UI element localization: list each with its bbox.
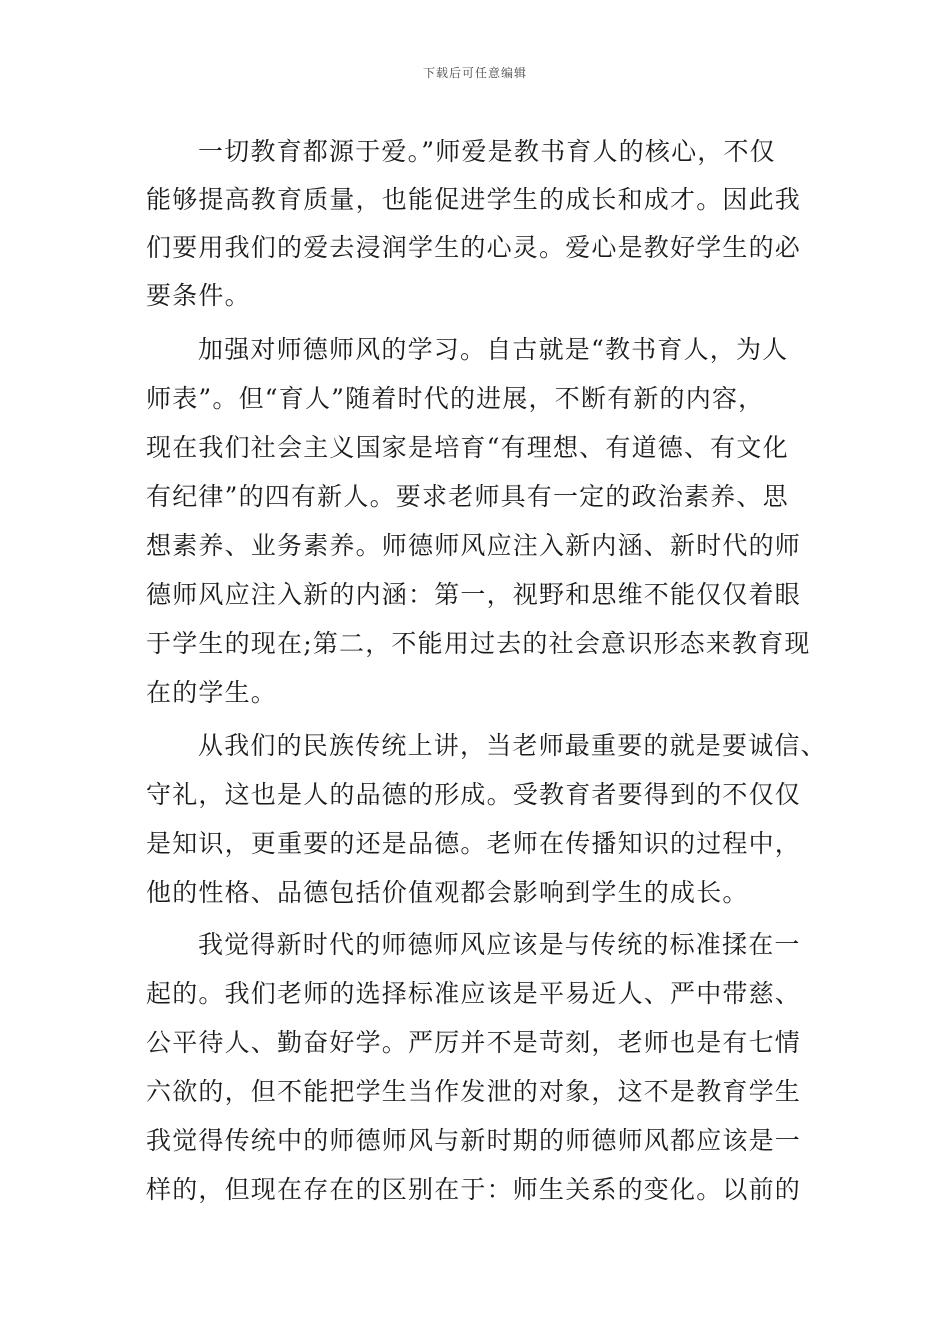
text-line: 于学生的现在;第二，不能用过去的社会意识形态来教育现	[146, 629, 811, 658]
text-line: 我觉得传统中的师德师风与新时期的师德师风都应该是一	[146, 1126, 802, 1155]
text-line: 样的，但现在存在的区别在于：师生关系的变化。以前的	[146, 1175, 802, 1204]
text-line: 能够提高教育质量，也能促进学生的成长和成才。因此我	[146, 185, 802, 214]
text-line: 在的学生。	[146, 678, 278, 707]
page-header: 下载后可任意编辑	[422, 66, 527, 80]
text-line: 德师风应注入新的内涵：第一，视野和思维不能仅仅着眼	[146, 580, 802, 609]
text-line: 一切教育都源于爱。”师爱是教书育人的核心，不仅	[198, 137, 776, 166]
text-line: 我觉得新时代的师德师风应该是与传统的标准揉在一	[198, 930, 801, 959]
text-line: 公平待人、勤奋好学。严厉并不是苛刻，老师也是有七情	[146, 1028, 802, 1057]
text-line: 想素养、业务素养。师德师风应注入新内涵、新时代的师	[146, 531, 802, 560]
text-line: 六欲的，但不能把学生当作发泄的对象，这不是教育学生	[146, 1077, 802, 1106]
text-line: 守礼，这也是人的品德的形成。受教育者要得到的不仅仅	[146, 780, 802, 809]
text-line: 他的性格、品德包括价值观都会影响到学生的成长。	[146, 878, 749, 907]
text-line: 起的。我们老师的选择标准应该是平易近人、严中带慈、	[146, 979, 802, 1008]
text-line: 是知识，更重要的还是品德。老师在传播知识的过程中，	[146, 829, 802, 858]
text-line: 们要用我们的爱去浸润学生的心灵。爱心是教好学生的必	[146, 233, 802, 262]
text-line: 要条件。	[146, 281, 251, 310]
text-line: 有纪律”的四有新人。要求老师具有一定的政治素养、思	[146, 482, 789, 511]
text-line: 师表”。但“育人”随着时代的进展，不断有新的内容，	[146, 384, 765, 413]
text-line: 从我们的民族传统上讲，当老师最重要的就是要诚信、	[198, 731, 827, 760]
text-line: 加强对师德师风的学习。自古就是“教书育人，为人	[198, 335, 789, 364]
text-line: 现在我们社会主义国家是培育“有理想、有道德、有文化	[146, 433, 789, 462]
